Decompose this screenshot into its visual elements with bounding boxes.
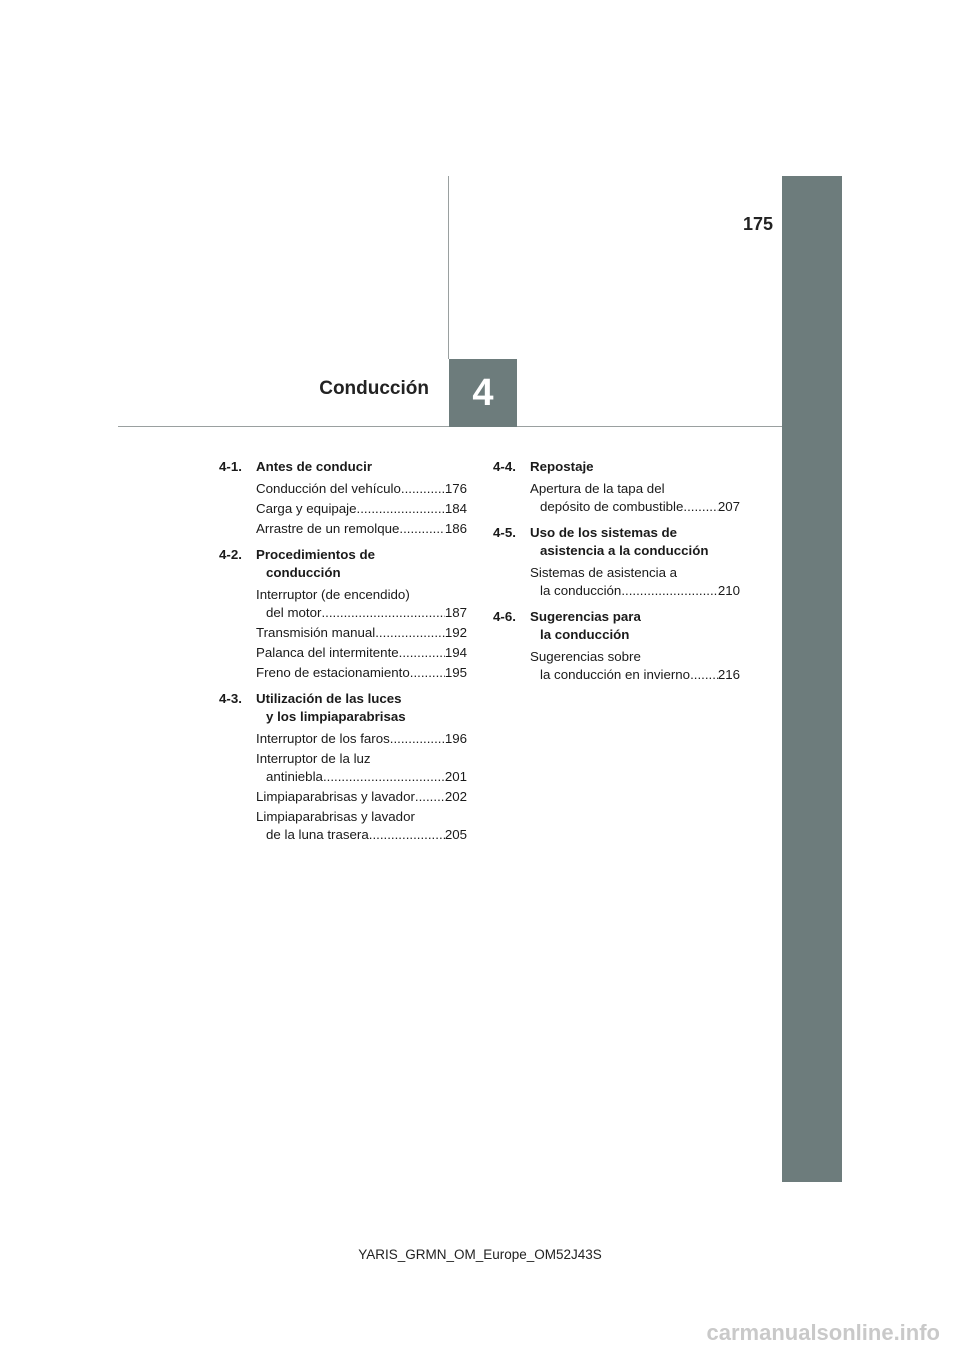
vertical-divider [448,176,449,359]
chapter-number: 4 [472,371,494,414]
toc-entry-text: Interruptor (de encendido) [256,587,410,602]
toc-entry-line [256,480,467,498]
toc-entry-text: depósito de combustible [540,499,684,514]
toc-column-right [493,458,740,692]
toc-page-number[interactable]: 201 [444,769,467,784]
dot-leader [323,768,445,786]
toc-entry-line [530,648,740,666]
section-title-line: Uso de los sistemas de [530,525,678,540]
toc-entry-line [256,730,467,748]
toc-entry-line [530,666,740,684]
section-heading [219,458,467,476]
toc-entry-text: Limpiaparabrisas y lavador [256,789,415,804]
section-title-line: asistencia a la conducción [540,543,709,558]
dot-leader [321,604,444,622]
toc-entry[interactable] [219,808,467,844]
section-number: 4-2. [219,547,242,562]
toc-entry-text: Sistemas de asistencia a [530,565,678,580]
section-heading [219,690,467,726]
toc-entry-text: la conducción en invierno [540,667,691,682]
toc-page-number[interactable]: 210 [717,583,740,598]
section-title [530,458,740,476]
section-number: 4-6. [493,609,516,624]
section-number: 4-5. [493,525,516,540]
dot-leader [369,826,445,844]
section-heading [493,524,740,560]
toc-entry-line [530,480,740,498]
toc-entry-line [256,604,467,622]
section-heading [493,608,740,644]
toc-column-left [219,458,467,852]
toc-entry-line [256,500,467,518]
toc-entry-text: Conducción del vehículo [256,481,401,496]
section-number: 4-1. [219,459,242,474]
dot-leader [390,730,445,748]
toc-page-number[interactable]: 194 [444,645,467,660]
toc-section [219,690,467,844]
section-title [256,690,467,726]
page-number: 175 [742,214,773,234]
section-title-line: Antes de conducir [256,459,372,474]
toc-entry-text: Sugerencias sobre [530,649,641,664]
dot-leader [401,480,445,498]
toc-entry-text: Interruptor de la luz [256,751,371,766]
toc-page-number[interactable]: 207 [717,499,740,514]
toc-entry[interactable] [219,664,467,682]
toc-entry-text: Freno de estacionamiento [256,665,410,680]
toc-section [493,608,740,684]
toc-entry-line [530,564,740,582]
toc-entry-line [256,644,467,662]
dot-leader [357,500,445,518]
toc-entry-text: Limpiaparabrisas y lavador [256,809,415,824]
toc-entry-text: la conducción [540,583,622,598]
toc-entry-text: del motor [266,605,322,620]
section-title-line: Utilización de las luces [256,691,402,706]
section-title-line: conducción [266,565,341,580]
toc-entry[interactable] [219,624,467,642]
dot-leader [399,520,444,538]
toc-entry[interactable] [219,750,467,786]
toc-entry-line [256,750,467,768]
section-number: 4-3. [219,691,242,706]
toc-entry[interactable] [493,564,740,600]
section-title-line: la conducción [540,627,630,642]
toc-entry-line [256,768,467,786]
site-watermark: carmanualsonline.info [706,1320,940,1345]
dot-leader [399,644,445,662]
toc-entry-line [256,586,467,604]
toc-page-number[interactable]: 192 [444,625,467,640]
toc-entry-line [256,520,467,538]
dot-leader [415,788,445,806]
toc-entry[interactable] [493,648,740,684]
section-number: 4-4. [493,459,516,474]
toc-entry[interactable] [219,644,467,662]
section-title [530,524,740,560]
toc-entry-line [256,624,467,642]
toc-entry-text: Interruptor de los faros [256,731,390,746]
toc-entry[interactable] [219,586,467,622]
toc-section [219,546,467,682]
toc-entry[interactable] [219,730,467,748]
toc-entry-text: Apertura de la tapa del [530,481,665,496]
toc-section [493,524,740,600]
toc-entry-text: Transmisión manual [256,625,376,640]
section-title [256,546,467,582]
toc-entry-text: Carga y equipaje [256,501,357,516]
toc-section [493,458,740,516]
toc-entry-text: de la luna trasera [266,827,369,842]
toc-page-number[interactable]: 195 [444,665,467,680]
section-title [530,608,740,644]
section-title-line: y los limpiaparabrisas [266,709,406,724]
chapter-title: Conducción [319,378,429,399]
dot-leader [621,582,717,600]
dot-leader [375,624,445,642]
toc-page-number[interactable]: 196 [444,731,467,746]
section-heading [219,546,467,582]
toc-entry-line [256,808,467,826]
toc-entry-text: Arrastre de un remolque [256,521,400,536]
chapter-side-tab [782,176,842,1182]
chapter-number-box [449,359,517,427]
section-heading [493,458,740,476]
toc-section [219,458,467,538]
toc-entry-line [530,498,740,516]
toc-page-number[interactable]: 176 [444,481,467,496]
dot-leader [683,498,717,516]
toc-page-number[interactable]: 202 [444,789,467,804]
section-title-line: Procedimientos de [256,547,375,562]
toc-entry[interactable] [219,500,467,518]
section-title-line: Repostaje [530,459,594,474]
toc-entry-line [256,826,467,844]
toc-entry-text: Palanca del intermitente [256,645,399,660]
dot-leader [410,664,445,682]
toc-page-number[interactable]: 186 [444,521,467,536]
toc-page-number[interactable]: 187 [444,605,467,620]
toc-entry-line [256,788,467,806]
section-title-line: Sugerencias para [530,609,641,624]
toc-entry[interactable] [493,480,740,516]
toc-page-number[interactable]: 216 [717,667,740,682]
toc-entry-line [530,582,740,600]
dot-leader [690,666,718,684]
toc-page-number[interactable]: 205 [444,827,467,842]
toc-entry-text: antiniebla [266,769,323,784]
toc-entry[interactable] [219,788,467,806]
section-title [256,458,467,476]
toc-entry[interactable] [219,520,467,538]
toc-page-number[interactable]: 184 [444,501,467,516]
toc-entry-line [256,664,467,682]
document-footer-code: YARIS_GRMN_OM_Europe_OM52J43S [358,1247,602,1262]
toc-entry[interactable] [219,480,467,498]
